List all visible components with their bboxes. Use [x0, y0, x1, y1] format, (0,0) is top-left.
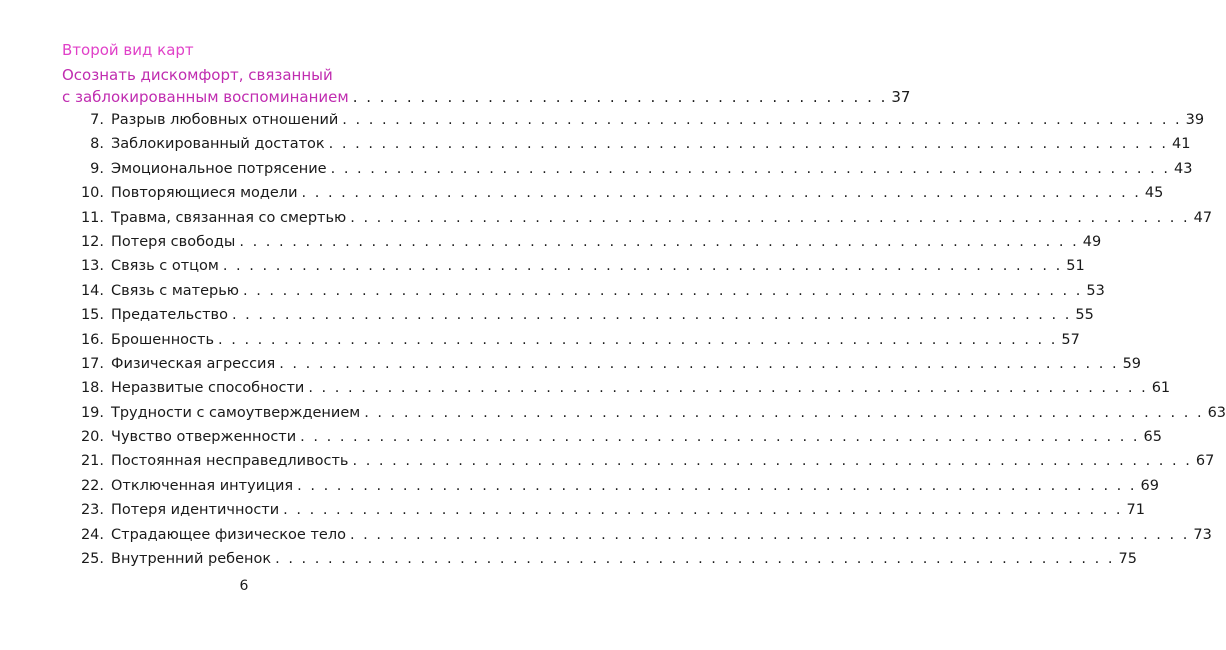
toc-entry-title: Трудности с самоутверждением	[111, 404, 361, 421]
dot-leader: . . . . . . . . . . . . . . . . . . . . . . . . . . . . . . . . . . . . . . . . . . . . . . . . . . . . . . . . . . . . . . . .	[300, 429, 1140, 446]
toc-entry[interactable]	[62, 206, 1213, 230]
dot-leader: . . . . . . . . . . . . . . . . . . . . . . . . . . . . . . . . . . . . . . . . . . . . . . . . . . . . . . . . . . . . . . . .	[342, 112, 1182, 128]
toc-entry-title: Эмоциональное потрясение	[111, 160, 327, 177]
toc-entry[interactable]	[62, 303, 1094, 327]
toc-entry-title: Травма, связанная со смертью	[111, 209, 347, 226]
section-label: Второй вид карт	[62, 41, 194, 59]
toc-entry-page: 63	[1207, 404, 1226, 421]
toc-entry-page: 61	[1151, 380, 1171, 397]
toc-entry-page: 65	[1143, 429, 1162, 446]
toc-entry-page: 45	[1144, 185, 1164, 202]
toc-entry[interactable]	[62, 523, 1212, 547]
section-title-row	[62, 86, 911, 108]
toc-entry-number: 16.	[80, 331, 104, 348]
dot-leader: . . . . . . . . . . . . . . . . . . . . . . . . . . . . . . . . . . . . . . . . . . . . . . . . . . . . . . . . . . . . . . . .	[222, 258, 1063, 275]
toc-entry[interactable]	[62, 108, 1205, 132]
toc-entry-page: 41	[1172, 136, 1191, 153]
toc-entry-page: 71	[1126, 502, 1145, 519]
toc-entry[interactable]	[62, 254, 1085, 278]
toc-entry[interactable]	[62, 376, 1171, 400]
table-of-contents	[62, 108, 1226, 571]
toc-entry-title: Внутренний ребенок	[111, 551, 272, 568]
dot-leader: . . . . . . . . . . . . . . . . . . . . . . . . . . . . . . . . . . . . . . . . . . . . . . . . . . . . . . . . . . . . . . . .	[218, 331, 1058, 348]
section-title-line-1: Осознать дискомфорт, связанный	[62, 66, 333, 84]
toc-entry-page: 47	[1193, 209, 1213, 226]
toc-entry-number: 25.	[80, 551, 104, 568]
toc-entry[interactable]	[62, 352, 1142, 376]
toc-entry-title: Потеря идентичности	[111, 502, 280, 519]
dot-leader: . . . . . . . . . . . . . . . . . . . . . . . . . . . . . . . . . . . . . . . . . . . . . . . . . . . . . . . . . . . . . . . .	[283, 502, 1123, 519]
toc-entry-title: Физическая агрессия	[111, 355, 276, 372]
toc-entry-page: 59	[1122, 355, 1142, 372]
dot-leader: . . . . . . . . . . . . . . . . . . . . . . . . . . . . . . . . . . . . . . . . . . . . . . . . . . . . . . . . . . . . . . . .	[301, 185, 1141, 202]
page-number: 6	[239, 578, 249, 594]
toc-entry-page: 75	[1118, 551, 1137, 568]
toc-entry-title: Разрыв любовных отношений	[111, 112, 339, 128]
toc-entry[interactable]	[62, 328, 1080, 352]
toc-entry-title: Связь с матерью	[111, 282, 239, 299]
toc-entry-page: 53	[1086, 282, 1105, 299]
toc-entry-title: Потеря свободы	[111, 233, 236, 250]
toc-entry-page: 39	[1185, 112, 1205, 128]
dot-leader: . . . . . . . . . . . . . . . . . . . . . . . . . . . . . . . . . . . . . . . . . . . . . . . . . . . . . . . . . . . . . . . .	[328, 136, 1169, 153]
toc-entry-title: Неразвитые способности	[111, 380, 305, 397]
dot-leader: . . . . . . . . . . . . . . . . . . . . . . . . . . . . . . . . . . . . . . . . . . . . . . . . . . . . . . . . . . . . . . . .	[350, 209, 1190, 226]
dot-leader: . . . . . . . . . . . . . . . . . . . . . . . . . . . . . . . . . . . . . . . . . . . . . . . . . . . . . . . . . . . . . . . .	[349, 526, 1190, 543]
toc-entry-title: Отключенная интуиция	[111, 477, 294, 494]
toc-entry-page: 55	[1075, 307, 1094, 324]
toc-entry-page: 49	[1082, 233, 1102, 250]
toc-entry-title: Повторяющиеся модели	[111, 185, 298, 202]
toc-entry-number: 12.	[80, 233, 104, 250]
dot-leader: . . . . . . . . . . . . . . . . . . . . . . . . . . . . . . . . . . . . . . . . . . . . . . . . . . . . . . . . . . . . . . . .	[279, 355, 1119, 372]
toc-entry[interactable]	[62, 279, 1105, 303]
toc-entry-number: 9.	[90, 160, 104, 177]
toc-entry[interactable]	[62, 449, 1215, 473]
toc-entry[interactable]	[62, 157, 1193, 181]
toc-entry-number: 10.	[80, 185, 104, 202]
dot-leader: . . . . . . . . . . . . . . . . . . . . . . . . . . . . . . . . . . . . . . . . . . . . . . . . . . . . . . . . . . . . . . . .	[352, 453, 1192, 470]
toc-entry[interactable]	[62, 181, 1164, 205]
toc-entry-number: 15.	[80, 307, 104, 324]
dot-leader: . . . . . . . . . . . . . . . . . . . . . . . . . . . . . . . . . . . . . . . . . . . . . . . . . . . . . . . . . . . . . . . .	[308, 380, 1148, 397]
section-heading	[62, 64, 911, 108]
toc-entry-number: 14.	[80, 282, 104, 299]
toc-entry[interactable]	[62, 132, 1191, 156]
toc-entry-number: 23.	[80, 502, 104, 519]
toc-entry-page: 69	[1140, 477, 1159, 494]
toc-entry-title: Постоянная несправедливость	[111, 453, 349, 470]
toc-entry-page: 73	[1193, 526, 1212, 543]
section-page-number: 37	[891, 88, 911, 106]
toc-entry-title: Заблокированный достаток	[111, 136, 325, 153]
toc-entry-page: 67	[1195, 453, 1215, 470]
toc-entry-number: 8.	[90, 136, 104, 153]
toc-entry-number: 20.	[80, 429, 104, 446]
toc-entry-number: 18.	[80, 380, 104, 397]
dot-leader: . . . . . . . . . . . . . . . . . . . . . . . . . . . . . . . . . . . . . . . . . . . . . . . . . . . . . . . . . . . . . . . .	[364, 404, 1204, 421]
dot-leader: . . . . . . . . . . . . . . . . . . . . . . . . . . . . . . . . . . . . . . . . . . . . . . . . . . . . . . . . . . . . . . . .	[239, 233, 1079, 250]
dot-leader: . . . . . . . . . . . . . . . . . . . . . . . . . . . . . . . . . . . . . . . . . . . . . . . . . . . . . . . . . . . . . . . .	[275, 551, 1115, 568]
dot-leader: . . . . . . . . . . . . . . . . . . . . . . . . . . . . . . . . . . . . . . . .	[352, 88, 888, 106]
toc-entry[interactable]	[62, 498, 1145, 522]
toc-entry-title: Брошенность	[111, 331, 215, 348]
dot-leader: . . . . . . . . . . . . . . . . . . . . . . . . . . . . . . . . . . . . . . . . . . . . . . . . . . . . . . . . . . . . . . . .	[330, 160, 1170, 177]
toc-entry-number: 7.	[90, 112, 104, 128]
toc-entry-number: 17.	[80, 355, 104, 372]
toc-entry-number: 11.	[80, 209, 104, 226]
toc-entry-page: 51	[1066, 258, 1085, 275]
toc-entry-page: 43	[1173, 160, 1193, 177]
toc-entry[interactable]	[62, 547, 1137, 571]
toc-entry-number: 13.	[80, 258, 104, 275]
toc-entry[interactable]	[62, 474, 1159, 498]
toc-entry-number: 19.	[80, 404, 104, 421]
toc-entry-title: Связь с отцом	[111, 258, 219, 275]
toc-entry-title: Предательство	[111, 307, 228, 324]
toc-entry-number: 21.	[80, 453, 104, 470]
toc-entry[interactable]	[62, 425, 1162, 449]
toc-entry-title: Страдающее физическое тело	[111, 526, 346, 543]
toc-entry-title: Чувство отверженности	[111, 429, 297, 446]
toc-entry-number: 24.	[80, 526, 104, 543]
dot-leader: . . . . . . . . . . . . . . . . . . . . . . . . . . . . . . . . . . . . . . . . . . . . . . . . . . . . . . . . . . . . . . . .	[231, 307, 1072, 324]
section-title-line-2: с заблокированным воспоминанием	[62, 88, 349, 106]
dot-leader: . . . . . . . . . . . . . . . . . . . . . . . . . . . . . . . . . . . . . . . . . . . . . . . . . . . . . . . . . . . . . . . .	[297, 477, 1137, 494]
dot-leader: . . . . . . . . . . . . . . . . . . . . . . . . . . . . . . . . . . . . . . . . . . . . . . . . . . . . . . . . . . . . . . . .	[243, 282, 1083, 299]
toc-entry-number: 22.	[80, 477, 104, 494]
toc-entry[interactable]	[62, 401, 1226, 425]
toc-entry[interactable]	[62, 230, 1102, 254]
toc-entry-page: 57	[1061, 331, 1080, 348]
